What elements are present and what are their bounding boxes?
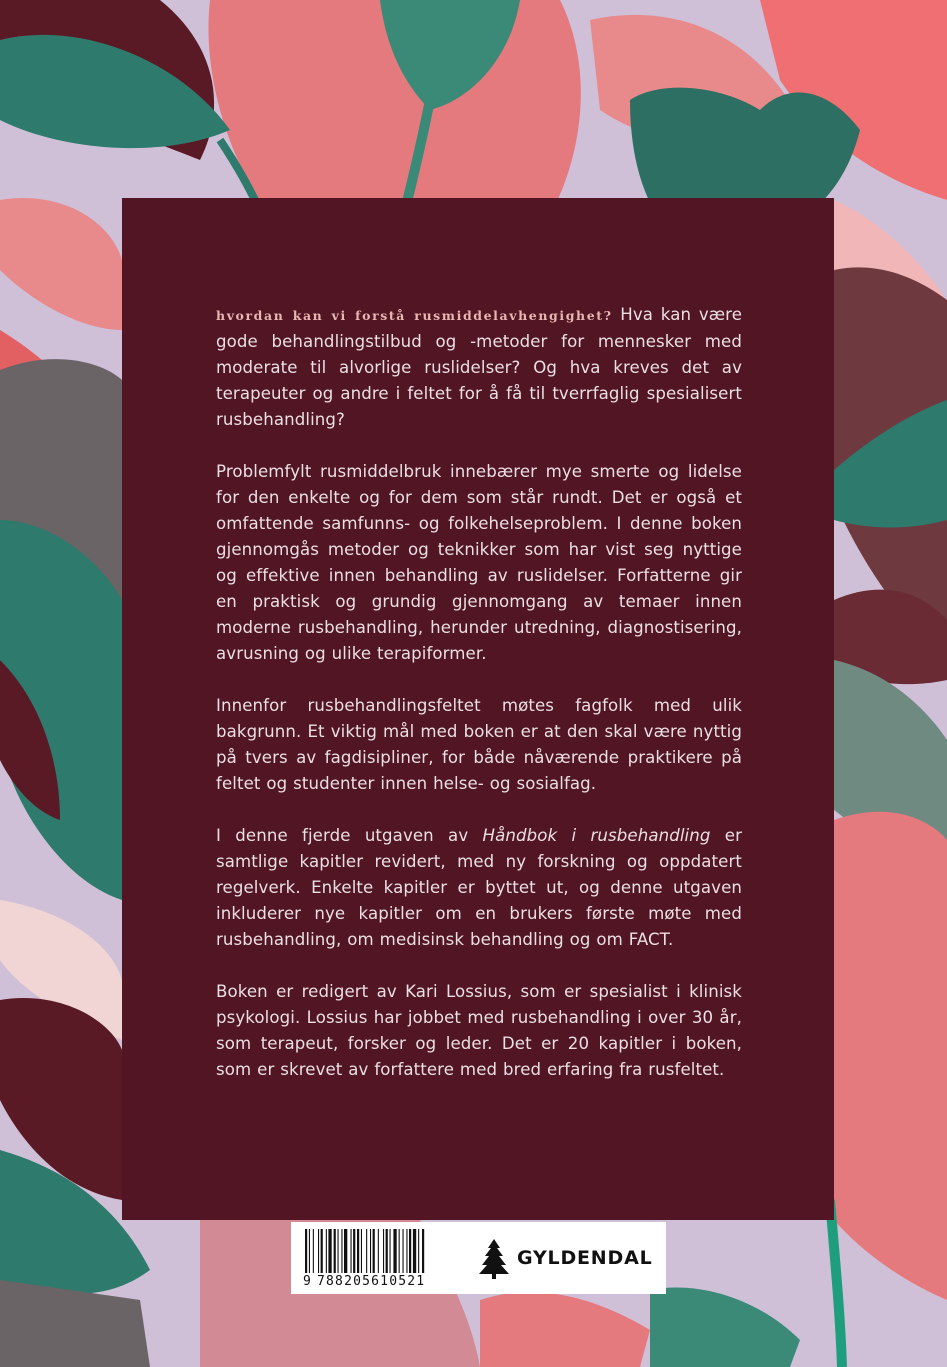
barcode-bar xyxy=(370,1229,371,1273)
barcode-bar xyxy=(305,1229,307,1273)
barcode-bar xyxy=(309,1229,310,1273)
barcode-bar xyxy=(334,1229,336,1273)
barcode-bar xyxy=(326,1229,327,1273)
publisher-name: GYLDENDAL xyxy=(517,1247,653,1269)
publisher-logo xyxy=(477,1236,652,1280)
barcode-strip xyxy=(291,1222,666,1294)
barcode-bar xyxy=(393,1229,396,1273)
barcode-bar xyxy=(313,1229,314,1273)
barcode-bar xyxy=(378,1229,379,1273)
isbn-barcode xyxy=(303,1229,473,1277)
barcode-bar xyxy=(390,1229,391,1273)
barcode-bar xyxy=(366,1229,367,1273)
barcode-bar xyxy=(373,1229,375,1273)
intro-paragraph-text: Hva kan være gode behandlingstilbud og -metoder for mennesker med moderate til alvorlige ruslidelser? Og hva kreves det av terapeuter og andre i feltet for å få til tverrfaglig spesialisert rusbehandling? xyxy=(216,305,742,429)
barcode-bar xyxy=(386,1229,388,1273)
barcode-bar xyxy=(383,1229,384,1273)
paragraph-audience: Innenfor rusbehandlingsfeltet møtes fagfolk med ulik bakgrunn. Et viktig mål med boken er at den skal være nyttig på tvers av fagdisipliner, for både nåværende praktikere på feltet og studenter innen helse- og sosialfag. xyxy=(216,696,742,793)
barcode-bar xyxy=(341,1229,342,1273)
book-title: Håndbok i rusbehandling xyxy=(482,826,711,845)
barcode-bar xyxy=(399,1229,400,1273)
back-cover-text-panel xyxy=(122,198,834,1220)
paragraph-edition xyxy=(216,823,742,953)
barcode-bar xyxy=(353,1229,355,1273)
barcode-bar xyxy=(418,1229,419,1273)
coral-flower-right xyxy=(834,812,947,1300)
lead-caps-heading: hvordan kan vi forstå rusmiddelavhengighet? xyxy=(216,308,613,323)
barcode-bar xyxy=(406,1229,407,1273)
barcode-bar xyxy=(403,1229,404,1273)
barcode-bar xyxy=(357,1229,359,1273)
barcode-bar xyxy=(321,1229,323,1273)
barcode-bar xyxy=(338,1229,339,1273)
isbn-digits: 788205610521 xyxy=(317,1274,426,1289)
barcode-bar xyxy=(344,1229,347,1273)
paragraph-problem: Problemfylt rusmiddelbruk innebærer mye smerte og lidelse for den enkelte og for dem som står rundt. Det er også et omfattende samfunns- og folkehelseproblem. I denne boken gjennomgås metoder og teknikker som har vist seg nyttige og effektive innen behandling av ruslidelser. Forfatterne gir en praktisk og grundig gjennomgang av temaer innen moderne rusbehandling, herunder utredning, diagnostisering, avrusning og ulike terapiformer. xyxy=(216,462,742,663)
paragraph-editor: Boken er redigert av Kari Lossius, som er spesialist i klinisk psykologi. Lossius har jobbet med rusbehandling i over 30 år, som terapeut, forsker og leder. Det er 20 kapitler i boken, som er skrevet av forfattere med bred erfaring fra rusfeltet. xyxy=(216,982,742,1079)
barcode-bar xyxy=(328,1229,331,1273)
barcode-bar xyxy=(318,1229,319,1273)
barcode-bar xyxy=(422,1229,424,1273)
barcode-bar xyxy=(409,1229,411,1273)
isbn-first-digit: 9 xyxy=(303,1274,311,1289)
fir-tree-icon xyxy=(477,1237,511,1279)
barcode-bar xyxy=(361,1229,362,1273)
intro-paragraph xyxy=(216,302,742,433)
barcode-bar xyxy=(413,1229,416,1273)
edition-text-before: I denne fjerde utgaven av xyxy=(216,826,483,845)
barcode-bar xyxy=(351,1229,352,1273)
edition-text-after: er samtlige kapitler revidert, med ny forskning og oppdatert regelverk. Enkelte kapitler er byttet ut, og denne utgaven inkluderer nye kapitler om en brukers første møte med rusbehandling, om medisinsk behandling og om FACT. xyxy=(216,826,743,949)
